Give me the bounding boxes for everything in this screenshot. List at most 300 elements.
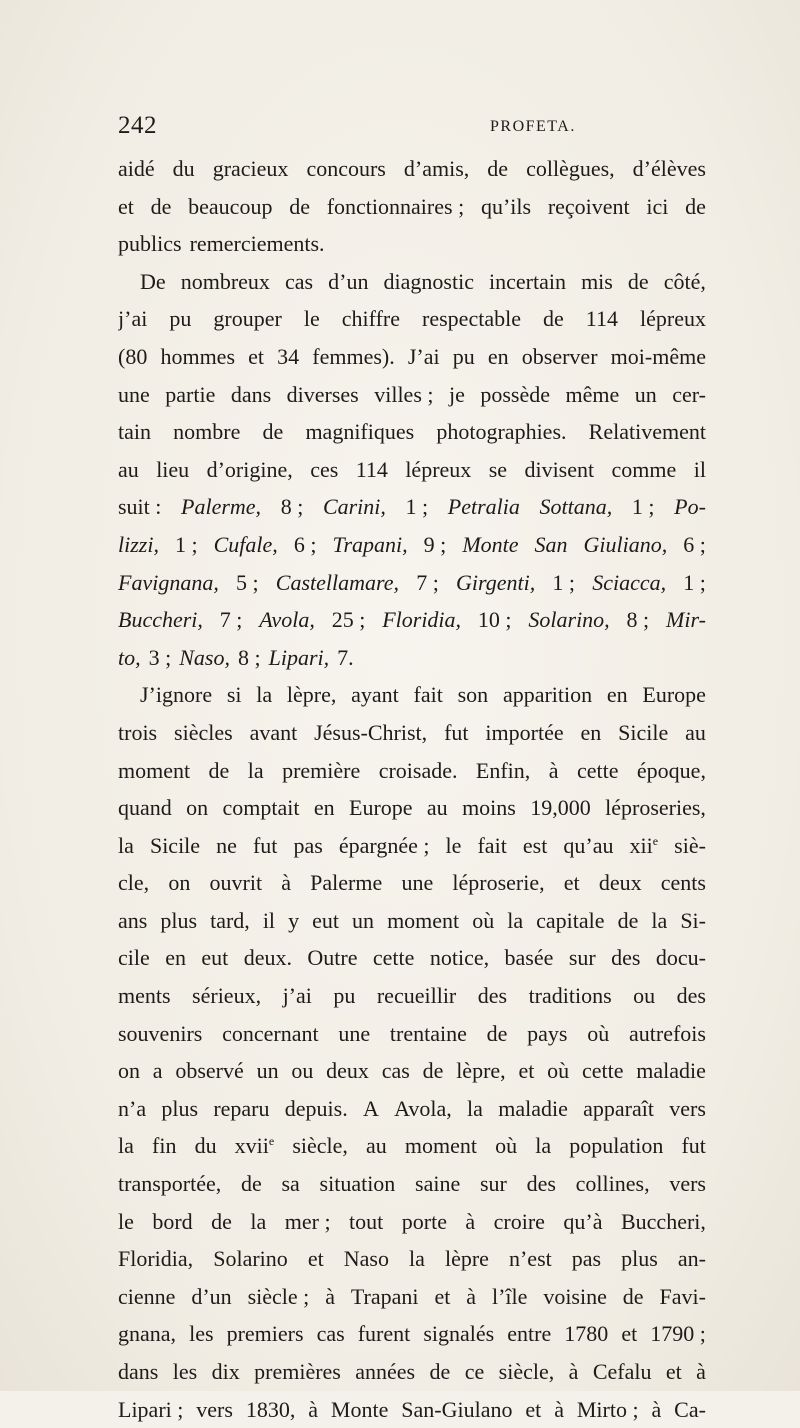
roman-numeral: xii — [629, 832, 653, 858]
word: du — [194, 1133, 217, 1159]
word: maladie — [636, 1058, 706, 1084]
word: De — [140, 268, 166, 294]
word: beaucoup — [188, 193, 273, 219]
word: une — [401, 870, 434, 896]
word: nombre — [173, 419, 241, 445]
word: époque, — [636, 757, 706, 783]
word: à — [325, 1283, 335, 1309]
word: Naso, — [179, 644, 230, 670]
word: à — [308, 1396, 319, 1422]
word: fut — [681, 1133, 706, 1159]
word: porte — [401, 1208, 447, 1234]
word: en — [313, 795, 335, 821]
word: et — [434, 1283, 451, 1309]
word: siècle ; — [247, 1283, 310, 1309]
word: Lipari ; — [118, 1396, 184, 1422]
word: Monte — [330, 1396, 389, 1422]
word: 1 ; — [405, 494, 429, 520]
text-line — [118, 864, 706, 902]
word: y — [288, 907, 300, 933]
text-line — [118, 1052, 706, 1090]
word: la — [118, 1133, 134, 1159]
text-line — [118, 939, 706, 977]
word: situation — [319, 1171, 396, 1197]
word: 34 — [277, 343, 300, 369]
word: se — [488, 456, 508, 482]
word: autrefois — [629, 1020, 706, 1046]
word: je — [448, 381, 465, 407]
word: gnana, — [118, 1321, 177, 1347]
word: pas — [571, 1246, 602, 1272]
word — [235, 1127, 275, 1165]
word: deux. — [243, 945, 292, 971]
word: apparition — [502, 682, 593, 708]
word: maladie — [498, 1095, 568, 1121]
word: Trapani, — [332, 531, 408, 557]
text-line — [118, 752, 706, 790]
word: Po- — [674, 494, 706, 520]
word: 8 ; — [238, 644, 261, 670]
word: fait — [413, 682, 443, 708]
word: un — [256, 1058, 279, 1084]
text-line — [118, 338, 706, 376]
word: si — [226, 682, 242, 708]
word: nombreux — [180, 268, 270, 294]
word: lépreux — [640, 306, 706, 332]
word: la — [651, 907, 668, 933]
word: suit : — [118, 494, 162, 520]
word: collègues, — [526, 156, 615, 181]
word: 5 ; — [236, 569, 259, 595]
word: Cefalu — [592, 1359, 652, 1384]
word: années — [355, 1359, 416, 1384]
word: qu’ils — [480, 193, 532, 219]
word: n’est — [508, 1246, 552, 1272]
word: deux — [326, 1058, 369, 1084]
word: 7. — [337, 644, 354, 670]
word: observer — [521, 343, 598, 369]
word: la — [256, 682, 273, 708]
text-line — [118, 1127, 706, 1165]
word: 25 ; — [331, 607, 366, 633]
word: mis — [581, 268, 613, 294]
word: n’a — [118, 1095, 147, 1121]
word: de — [627, 268, 649, 294]
word: en — [487, 343, 509, 369]
word: plus — [160, 907, 198, 933]
word: Solarino, — [528, 607, 610, 633]
word: villes ; — [374, 381, 434, 407]
word: j’ai — [282, 983, 312, 1009]
text-line — [118, 1165, 706, 1203]
word: sur — [568, 945, 596, 971]
word: docu- — [655, 945, 706, 971]
word: un — [352, 907, 375, 933]
word: plus — [161, 1095, 199, 1121]
word: lizzi, — [118, 531, 159, 557]
word: le — [118, 1208, 134, 1234]
text-line — [118, 1278, 706, 1316]
word: ici — [646, 193, 669, 219]
word: 9 ; — [423, 531, 447, 557]
word: Buccheri, — [620, 1208, 706, 1234]
word: vers — [669, 1095, 706, 1121]
word: Sciacca, — [592, 569, 667, 595]
word: au — [426, 795, 448, 821]
word: bord — [152, 1208, 193, 1234]
roman-numeral: xvii — [234, 1133, 269, 1159]
word: ans — [118, 907, 148, 933]
word: lèpre — [444, 1246, 489, 1272]
word: comptait — [222, 795, 300, 821]
text-line — [118, 263, 706, 301]
word: divisent — [524, 456, 595, 482]
text-line — [118, 1315, 706, 1353]
word: la — [250, 1208, 267, 1234]
word: son — [457, 682, 489, 708]
word: pu — [169, 306, 192, 332]
word: reparu — [213, 1095, 270, 1121]
word: des — [611, 945, 641, 971]
word: an- — [677, 1246, 706, 1272]
text-line — [118, 188, 706, 226]
word: collines, — [575, 1171, 650, 1197]
word: de — [208, 757, 230, 783]
word: transportée, — [118, 1171, 222, 1197]
word: au — [118, 456, 139, 482]
word: le — [303, 306, 320, 332]
word: Avola, — [259, 607, 315, 633]
word: 6 ; — [683, 531, 706, 557]
text-line — [118, 789, 706, 827]
word: le — [445, 832, 462, 858]
word: fonctionnaires ; — [326, 193, 465, 219]
word: de — [487, 156, 509, 181]
word: on — [168, 870, 191, 896]
word: Mir- — [666, 607, 706, 633]
word: concours — [306, 156, 386, 181]
word: dans — [230, 381, 272, 407]
word: fin — [152, 1133, 177, 1159]
word: publics — [118, 231, 182, 257]
word: 1790 ; — [650, 1321, 706, 1347]
text-line — [118, 451, 706, 489]
word: diagnostic — [383, 268, 474, 294]
word: des — [526, 1171, 556, 1197]
word: eut — [312, 907, 339, 933]
word: de — [422, 1058, 444, 1084]
word: siè- — [674, 832, 706, 858]
word: la — [409, 1246, 425, 1272]
word: même — [565, 381, 620, 407]
text-line — [118, 601, 706, 639]
word: Jésus-Christ, — [314, 719, 428, 745]
word: croire — [493, 1208, 545, 1234]
word: vers — [196, 1396, 233, 1422]
word: Enfin, — [475, 757, 531, 783]
word: moi-même — [610, 343, 706, 369]
word: fut — [252, 832, 278, 858]
word: pas — [293, 832, 323, 858]
word: 1 ; — [631, 494, 655, 520]
word: ayant — [351, 682, 399, 708]
word: Carini, — [322, 494, 386, 520]
word: diverses — [286, 381, 359, 407]
word: première — [282, 757, 361, 783]
word: il — [262, 907, 276, 933]
word: comme — [611, 456, 677, 482]
word: lépreux — [405, 456, 472, 482]
word: de — [211, 1208, 232, 1234]
word: la — [118, 832, 134, 858]
word: dix — [211, 1359, 240, 1384]
word: il — [693, 456, 706, 482]
word: on — [186, 795, 209, 821]
word: Outre — [307, 945, 358, 971]
body-text — [118, 150, 706, 1428]
word: au — [366, 1133, 387, 1159]
word: Girgenti, — [456, 569, 536, 595]
word: lieu — [156, 456, 190, 482]
word: capitale — [536, 907, 605, 933]
word: cette — [372, 945, 415, 971]
word: épargnée ; — [338, 832, 430, 858]
word: 8 ; — [280, 494, 304, 520]
word: premières — [254, 1359, 341, 1384]
word: magnifiques — [305, 419, 415, 445]
word: ce — [464, 1359, 485, 1384]
word: entre — [507, 1321, 552, 1347]
word: moment — [387, 907, 460, 933]
word: pays — [527, 1020, 568, 1046]
word: en — [606, 682, 628, 708]
word: vers — [669, 1171, 706, 1197]
word: et — [307, 1246, 324, 1272]
word: lèpre, — [286, 682, 337, 708]
word: importée — [485, 719, 564, 745]
word: hommes — [160, 343, 236, 369]
word: la — [507, 907, 524, 933]
word: à — [281, 870, 291, 896]
word: d’amis, — [403, 156, 470, 181]
word: et — [563, 870, 580, 896]
word: trentaine — [389, 1020, 467, 1046]
word: Si- — [680, 907, 706, 933]
word: plus — [621, 1246, 658, 1272]
word: voisine — [543, 1283, 607, 1309]
word: Relativement — [588, 419, 706, 445]
word: cas — [316, 1321, 345, 1347]
word: cer- — [672, 381, 706, 407]
word: 1780 — [564, 1321, 609, 1347]
word: où — [547, 1058, 570, 1084]
word: 114 — [585, 306, 618, 332]
ordinal-superscript: e — [268, 1134, 275, 1149]
word: et — [525, 1396, 542, 1422]
word: la — [535, 1133, 552, 1159]
word: femmes). — [312, 343, 395, 369]
word: cas — [381, 1058, 410, 1084]
running-title: PROFETA. — [490, 118, 576, 135]
text-line — [118, 827, 706, 865]
word: de — [685, 193, 706, 219]
word: tout — [349, 1208, 384, 1234]
word: Palerme, — [181, 494, 262, 520]
word: A — [362, 1095, 379, 1121]
word: Giuliano, — [583, 531, 668, 557]
text-line — [118, 300, 706, 338]
word: de — [429, 1359, 451, 1384]
text-line — [118, 1391, 706, 1428]
word: moins — [462, 795, 516, 821]
page-header — [118, 112, 706, 142]
word: chiffre — [341, 306, 400, 332]
word: et — [248, 343, 265, 369]
word: saine — [415, 1171, 461, 1197]
word: avant — [249, 719, 298, 745]
word: Palerme — [310, 870, 383, 896]
word: siècles — [174, 719, 233, 745]
word: une — [118, 381, 150, 407]
word: Sottana, — [539, 494, 613, 520]
word: apparaît — [583, 1095, 654, 1121]
word: ces — [310, 456, 339, 482]
word: cette — [576, 757, 619, 783]
word: quand — [118, 795, 172, 821]
word: reçoivent — [547, 193, 630, 219]
text-line — [118, 1353, 706, 1391]
word: ments — [118, 983, 171, 1009]
word: basée — [504, 945, 554, 971]
text-line — [118, 714, 706, 752]
word — [630, 827, 659, 865]
text-line — [118, 488, 706, 526]
word: cas — [284, 268, 314, 294]
word: à — [554, 1396, 564, 1422]
word: eut — [201, 945, 229, 971]
word: recueillir — [376, 983, 457, 1009]
word: de — [617, 907, 639, 933]
word: la — [467, 1095, 483, 1121]
word: de — [150, 193, 172, 219]
word: et — [665, 1359, 682, 1384]
word: observé — [175, 1058, 244, 1084]
word: aidé — [118, 156, 155, 181]
word: une — [338, 1020, 371, 1046]
word: siècle, — [292, 1133, 348, 1159]
word: partie — [165, 381, 216, 407]
word: 7 ; — [416, 569, 439, 595]
word: trois — [118, 719, 158, 745]
word: 10 ; — [477, 607, 512, 633]
word: de — [262, 419, 284, 445]
word: respectable — [422, 306, 521, 332]
word: ouvrit — [209, 870, 263, 896]
word: (80 — [118, 343, 148, 369]
word: où — [495, 1133, 518, 1159]
word: du — [172, 156, 195, 181]
word: et — [621, 1321, 638, 1347]
word: de — [486, 1020, 508, 1046]
word: la — [247, 757, 264, 783]
word: des — [477, 983, 508, 1009]
word: léproseries, — [605, 795, 706, 821]
word: sur — [479, 1171, 507, 1197]
word: où — [472, 907, 495, 933]
word: on — [118, 1058, 140, 1084]
word: San — [534, 531, 568, 557]
word: léproserie, — [452, 870, 545, 896]
ordinal-superscript: e — [652, 833, 659, 848]
word: premiers — [226, 1321, 304, 1347]
word: Ca- — [674, 1396, 706, 1422]
word: de — [622, 1283, 644, 1309]
word: 19,000 — [530, 795, 591, 821]
word: Lipari, — [268, 644, 330, 670]
word: Floridia, — [382, 607, 462, 633]
word: pu — [333, 983, 356, 1009]
word: notice, — [429, 945, 490, 971]
word: Solarino — [213, 1246, 288, 1272]
word: des — [676, 983, 706, 1009]
word: cienne — [118, 1283, 176, 1309]
word: Europe — [349, 795, 413, 821]
word: en — [165, 945, 186, 971]
word: à — [465, 1208, 476, 1234]
word: d’un — [328, 268, 369, 294]
word: qu’à — [563, 1208, 603, 1234]
word: 3 ; — [148, 644, 172, 670]
word: traditions — [528, 983, 612, 1009]
word: fut — [444, 719, 469, 745]
text-line — [118, 639, 706, 677]
word: moment — [118, 757, 191, 783]
text-line — [118, 1015, 706, 1053]
word: à — [568, 1359, 579, 1384]
word: Floridia, — [118, 1246, 194, 1272]
word: to, — [118, 644, 141, 670]
word: concernant — [222, 1020, 319, 1046]
word: 1830, — [245, 1396, 296, 1422]
text-line — [118, 150, 706, 188]
word: gracieux — [212, 156, 289, 181]
word: de — [289, 193, 310, 219]
word: Mirto ; — [576, 1396, 639, 1422]
word: San-Giulano — [401, 1396, 513, 1422]
word: Trapani — [350, 1283, 419, 1309]
word: siècle, — [498, 1359, 555, 1384]
word: un — [634, 381, 657, 407]
word: lèpre, — [456, 1058, 506, 1084]
word: Cufale, — [213, 531, 278, 557]
word: côté, — [663, 268, 706, 294]
word: pu — [452, 343, 475, 369]
text-line — [118, 376, 706, 414]
word: cile — [118, 945, 150, 971]
word: et — [518, 1058, 535, 1084]
word: les — [172, 1359, 198, 1384]
word: croisade. — [378, 757, 458, 783]
word: 1 ; — [174, 531, 198, 557]
word: dans — [118, 1359, 159, 1384]
text-line — [118, 1090, 706, 1128]
word: depuis. — [284, 1095, 348, 1121]
word: Castellamare, — [275, 569, 400, 595]
word: sa — [281, 1171, 300, 1197]
word: à — [548, 757, 559, 783]
word: j’ai — [118, 306, 148, 332]
word: tain — [118, 419, 151, 445]
